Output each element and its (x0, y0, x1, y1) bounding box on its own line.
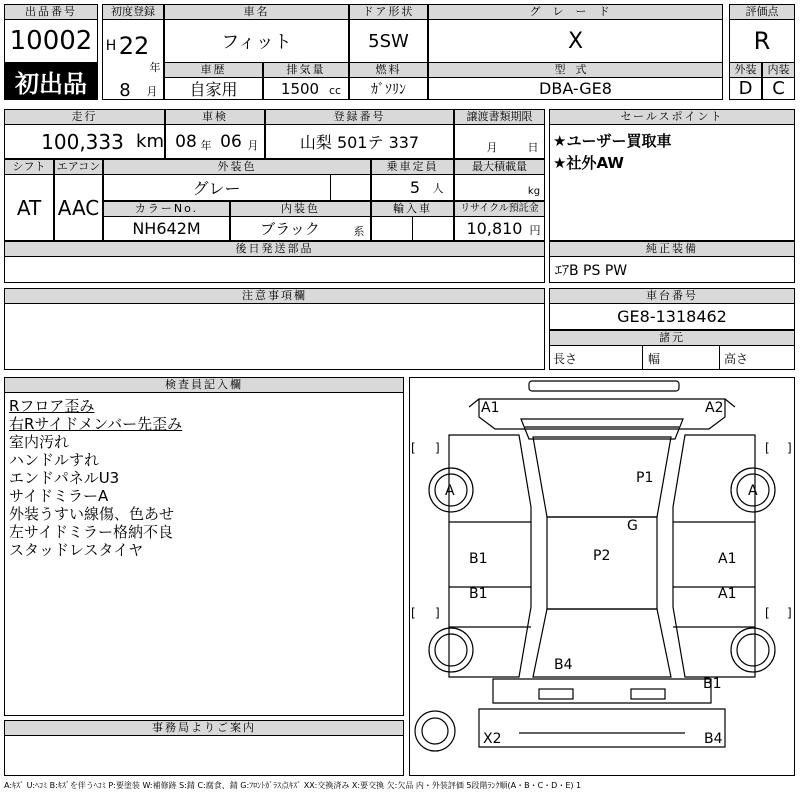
fuel: ｶﾞｿﾘﾝ (371, 81, 406, 98)
svg-text:[: [ (411, 606, 416, 620)
displacement: 1500 (280, 79, 320, 98)
damage-mark: B1 (703, 676, 722, 692)
damage-mark: G (627, 518, 638, 534)
damage-mark: A1 (718, 586, 737, 602)
parts-label: 後日発送部品 (4, 241, 545, 257)
notes-label: 注意事項欄 (4, 288, 545, 304)
month: 8 (119, 79, 131, 101)
transfer-day: 日 (527, 141, 539, 154)
exterior-label: 外装 (729, 62, 762, 78)
inspector-label: 検査員記入欄 (4, 377, 404, 393)
year: 22 (118, 32, 150, 60)
inspector-note: 右Rサイドメンバー先歪み (9, 415, 183, 433)
history-label: 車歴 (164, 62, 263, 78)
lot-no-label: 出品番号 (4, 4, 98, 20)
year-unit: 年 (149, 61, 161, 74)
month-unit: 月 (146, 85, 158, 98)
insp-year-unit: 年 (200, 139, 212, 152)
score: R (753, 27, 771, 55)
displacement-label: 排気量 (263, 62, 349, 78)
office-label: 事務局よりご案内 (4, 720, 404, 736)
recycle: 10,810 (466, 219, 523, 238)
damage-mark: B4 (554, 657, 573, 673)
legend: A:ｷｽﾞ U:ﾍｺﾐ B:ｷｽﾞを伴うﾍｺﾐ P:要塗装 W:補修跡 S:錆 C:腐食、錆 G:ﾌﾛﾝﾄｶﾞﾗｽ点ｷｽﾞ XX:交換済み X:要交換 欠:欠品 内・外装評価 5段階ﾗﾝｸ順(A・B・C・D・E) 1 (4, 781, 582, 790)
inspector-note: ハンドルすれ (9, 451, 100, 469)
ac: AAC (57, 195, 100, 220)
svg-text:]: ] (787, 441, 792, 455)
ac-label: エアコン (54, 159, 103, 175)
ext-color: グレー (192, 179, 241, 198)
color-no-label: カラーNo. (103, 201, 230, 217)
svg-text:]: ] (435, 606, 440, 620)
capacity-unit: 人 (432, 182, 444, 195)
inspector-note: 左サイドミラー格納不良 (9, 523, 173, 541)
insp-month: 06 (220, 131, 242, 152)
sales-point-label: セールスポイント (549, 109, 795, 125)
plate: 山梨 501テ 337 (299, 133, 420, 152)
damage-mark: B1 (469, 551, 488, 567)
car-name-label: 車名 (164, 4, 349, 20)
damage-mark: X2 (483, 731, 502, 747)
length-label: 長さ (553, 351, 578, 366)
interior-label: 内装 (762, 62, 795, 78)
damage-mark: A2 (705, 400, 724, 416)
grade-label: グレード (428, 4, 723, 20)
svg-text:[: [ (765, 606, 770, 620)
score-label: 評価点 (729, 4, 795, 20)
inspector-notes (9, 397, 182, 559)
damage-mark: P2 (593, 548, 611, 564)
equipment-label: 純正装備 (549, 241, 795, 257)
first-reg-label: 初度登録 (102, 4, 164, 20)
model-label: 型式 (428, 62, 723, 78)
model: DBA-GE8 (539, 79, 612, 98)
inspector-note: Rフロア歪み (9, 397, 95, 415)
grade: X (567, 28, 584, 54)
parts-box (4, 256, 545, 283)
height-label: 高さ (724, 351, 749, 366)
int-color-label: 内装色 (230, 201, 371, 217)
svg-text:[: [ (411, 441, 416, 455)
inspector-note: 室内汚れ (9, 433, 70, 451)
capacity: 5 (409, 178, 421, 197)
mileage-unit: km (136, 131, 164, 152)
max-load-unit: kg (527, 185, 541, 197)
capacity-label: 乗車定員 (371, 159, 454, 175)
lot-no: 10002 (9, 26, 93, 56)
history: 自家用 (189, 80, 238, 99)
mileage-label: 走行 (4, 109, 165, 125)
import-label: 輸入車 (371, 201, 454, 217)
recycle-label: リサイクル預託金 (454, 201, 545, 217)
door-label: ドア形状 (349, 4, 428, 20)
shift-label: シフト (4, 159, 54, 175)
ext-color-sub-box (330, 174, 371, 201)
insp-month-unit: 月 (247, 139, 259, 152)
office-box (4, 735, 404, 776)
inspector-note: スタッドレスタイヤ (9, 541, 144, 559)
color-no: NH642M (132, 219, 201, 238)
first-listing-badge: 初出品 (4, 63, 98, 100)
dims-label: 諸元 (549, 330, 795, 346)
int-color: ブラック (260, 220, 320, 238)
damage-mark: A (748, 483, 758, 499)
damage-mark: A1 (718, 551, 737, 567)
mileage: 100,333 (41, 129, 124, 154)
chassis: GE8-1318462 (617, 307, 727, 326)
inspector-note: サイドミラーA (9, 487, 109, 505)
damage-mark: A1 (481, 400, 500, 416)
inspection-label: 車検 (165, 109, 265, 125)
svg-text:]: ] (435, 441, 440, 455)
svg-text:[: [ (765, 441, 770, 455)
max-load-label: 最大積載量 (454, 159, 545, 175)
import-box-2 (412, 216, 454, 241)
recycle-unit: 円 (529, 224, 541, 237)
car-name: フィット (221, 32, 292, 53)
svg-text:]: ] (787, 606, 792, 620)
equipment: ｴｱB PS PW (555, 262, 628, 279)
car-diagram (409, 377, 795, 776)
notes-box (4, 303, 545, 370)
inspector-note: 外装うすい線傷、色あせ (9, 505, 175, 523)
damage-mark: B4 (704, 731, 723, 747)
displacement-unit: cc (328, 83, 342, 97)
chassis-label: 車台番号 (549, 288, 795, 304)
sales-point-1: ★ユーザー買取車 (553, 132, 672, 150)
import-box (371, 216, 413, 241)
damage-mark: P1 (636, 470, 654, 486)
plate-label: 登録番号 (265, 109, 454, 125)
transfer-month: 月 (486, 141, 498, 154)
fuel-label: 燃料 (349, 62, 428, 78)
damage-mark: B1 (469, 586, 488, 602)
inspector-note: エンドパネルU3 (9, 469, 120, 487)
exterior: D (738, 78, 753, 99)
transfer-label: 譲渡書類期限 (454, 109, 545, 125)
int-color-unit: 系 (353, 225, 365, 238)
era: H (105, 38, 117, 54)
shift: AT (16, 195, 42, 220)
damage-mark: A (445, 483, 455, 499)
sales-point-2: ★社外AW (553, 154, 624, 172)
interior: C (772, 78, 785, 99)
insp-year: 08 (175, 131, 197, 152)
width-label: 幅 (648, 351, 661, 366)
ext-color-label: 外装色 (103, 159, 371, 175)
door: 5SW (368, 30, 409, 52)
